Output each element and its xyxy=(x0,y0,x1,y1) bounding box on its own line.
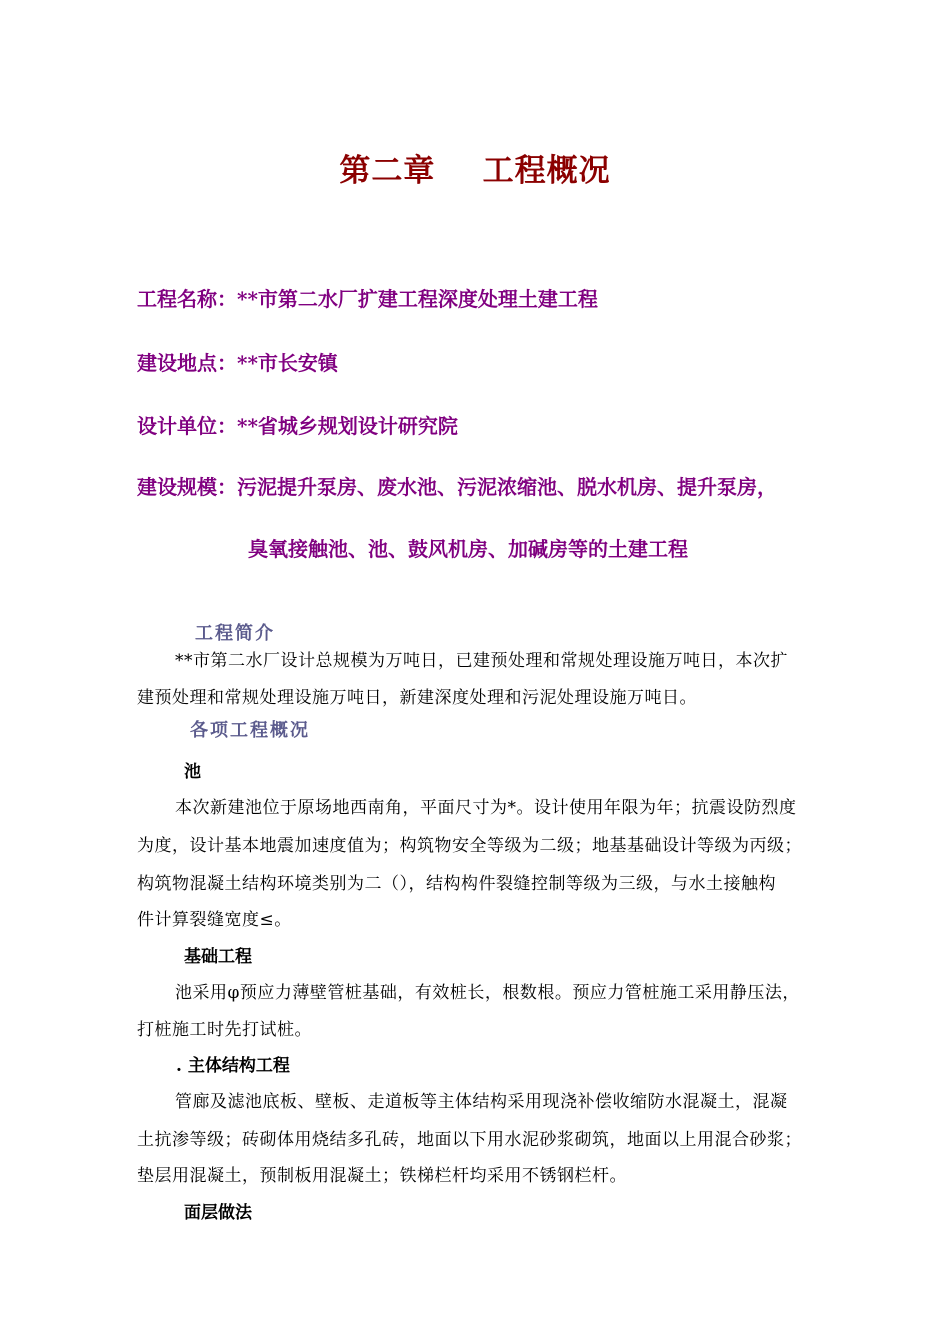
pool-line-2: 为度，设计基本地震加速度值为；构筑物安全等级为二级；地基基础设计等级为丙级； xyxy=(137,836,802,856)
project-designer: 设计单位：**省城乡规划设计研究院 xyxy=(137,414,458,438)
foundation-heading: 基础工程 xyxy=(184,947,252,967)
intro-heading: 工程简介 xyxy=(195,623,275,644)
foundation-line-1: 池采用φ预应力薄壁管桩基础，有效桩长，根数根。预应力管桩施工采用静压法， xyxy=(175,983,800,1003)
chapter-title: 第二章 工程概况 xyxy=(339,153,611,189)
foundation-line-2: 打桩施工时先打试桩。 xyxy=(137,1020,312,1040)
pool-line-4: 件计算裂缝宽度≤。 xyxy=(137,910,292,930)
pool-heading: 池 xyxy=(184,762,201,782)
pool-line-1: 本次新建池位于原场地西南角，平面尺寸为*。设计使用年限为年；抗震设防烈度 xyxy=(175,798,797,818)
intro-line-2: 建预处理和常规处理设施万吨日，新建深度处理和污泥处理设施万吨日。 xyxy=(137,688,697,708)
project-scale-line-2: 臭氧接触池、池、鼓风机房、加碱房等的土建工程 xyxy=(248,537,688,561)
structure-heading: . 主体结构工程 xyxy=(176,1056,290,1076)
project-name: 工程名称：**市第二水厂扩建工程深度处理土建工程 xyxy=(137,287,598,311)
project-scale-line-1: 建设规模：污泥提升泵房、废水池、污泥浓缩池、脱水机房、提升泵房， xyxy=(137,475,777,499)
structure-line-3: 垫层用混凝土，预制板用混凝土；铁梯栏杆均采用不锈钢栏杆。 xyxy=(137,1166,627,1186)
overview-heading: 各项工程概况 xyxy=(190,720,310,741)
surface-heading: 面层做法 xyxy=(184,1203,252,1223)
project-location: 建设地点：**市长安镇 xyxy=(137,351,338,375)
structure-line-2: 土抗渗等级；砖砌体用烧结多孔砖，地面以下用水泥砂浆砌筑，地面以上用混合砂浆； xyxy=(137,1130,802,1150)
pool-line-3: 构筑物混凝土结构环境类别为二（），结构构件裂缝控制等级为三级，与水土接触构 xyxy=(137,874,776,894)
structure-line-1: 管廊及滤池底板、壁板、走道板等主体结构采用现浇补偿收缩防水混凝土，混凝 xyxy=(175,1092,788,1112)
intro-line-1: **市第二水厂设计总规模为万吨日，已建预处理和常规处理设施万吨日，本次扩 xyxy=(175,651,788,671)
